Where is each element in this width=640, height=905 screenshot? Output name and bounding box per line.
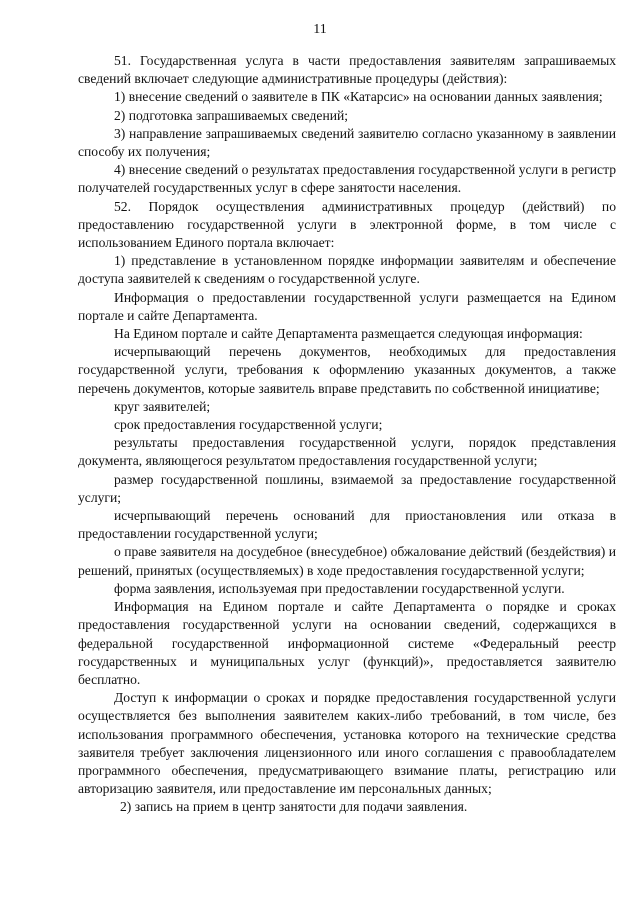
paragraph-52: 52. Порядок осуществления административных процедур (действий) по предоставлению государственной услуги в электронной форме, в том числе с использованием Единого портала включает:: [78, 198, 616, 251]
paragraph-51-item-4: 4) внесение сведений о результатах предоставления государственной услуги в регистр получателей государственных услуг в сфере занятости населения.: [78, 162, 616, 196]
paragraph-51: 51. Государственная услуга в части предоставления заявителям запрашиваемых сведений включает следующие административные процедуры (действия):: [78, 53, 616, 87]
page-number: 11: [313, 22, 327, 37]
paragraph-access: Доступ к информации о сроках и порядке предоставления государственной услуги осуществляется без выполнения заявителем каких-либо требований, в том числе, без использования программного обеспечения, установка которого на технические средства заявителя требует заключения лицензионного или иного соглашения с правообладателем программного обеспечения, предусматривающего взимание платы, регистрацию или авторизацию заявителя, или предоставление им персональных данных;: [78, 690, 616, 797]
list-item-results: результаты предоставления государственной услуги, порядок представления документа, являющегося результатом предоставления государственной услуги;: [78, 435, 616, 469]
paragraph-52-item-1: 1) представление в установленном порядке информации заявителям и обеспечение доступа заявителей к сведениям о государственной услуге.: [78, 253, 616, 287]
list-item-term: срок предоставления государственной услуги;: [114, 417, 383, 433]
list-item-refusal-grounds: исчерпывающий перечень оснований для приостановления или отказа в предоставлении государственной услуги;: [78, 508, 616, 542]
list-item-application-form: форма заявления, используемая при предоставлении государственной услуги.: [114, 580, 565, 596]
paragraph-free-info: Информация на Едином портале и сайте Департамента о порядке и сроках предоставления государственной услуги на основании сведений, содержащихся в федеральной государственной информационной системе «Федеральный реестр государственных и муниципальных услуг (функций)», предоставляется заявителю бесплатно.: [78, 599, 616, 687]
paragraph-52-item-2: 2) запись на прием в центр занятости для подачи заявления.: [120, 799, 468, 815]
list-item-documents: исчерпывающий перечень документов, необходимых для предоставления государственной услуги, требования к оформлению указанных документов, а также перечень документов, которые заявитель вправе представить по собственной инициативе;: [78, 344, 616, 396]
paragraph-info-placement: Информация о предоставлении государственной услуги размещается на Едином портале и сайте Департамента.: [78, 289, 616, 323]
paragraph-51-item-2: 2) подготовка запрашиваемых сведений;: [114, 107, 349, 123]
list-item-appeal-right: о праве заявителя на досудебное (внесудебное) обжалование действий (бездействия) и решений, принятых (осуществляемых) в ходе предоставления государственной услуги;: [78, 544, 616, 578]
document-body: [78, 52, 616, 817]
paragraph-51-item-3: 3) направление запрашиваемых сведений заявителю согласно указанному в заявлении способу их получения;: [78, 125, 616, 160]
paragraph-info-list-intro: На Едином портале и сайте Департамента размещается следующая информация:: [114, 326, 583, 342]
paragraph-51-item-1: 1) внесение сведений о заявителе в ПК «Катарсис» на основании данных заявления;: [114, 89, 603, 105]
list-item-fee: размер государственной пошлины, взимаемой за предоставление государственной услуги;: [78, 471, 616, 505]
list-item-applicants: круг заявителей;: [114, 398, 211, 414]
